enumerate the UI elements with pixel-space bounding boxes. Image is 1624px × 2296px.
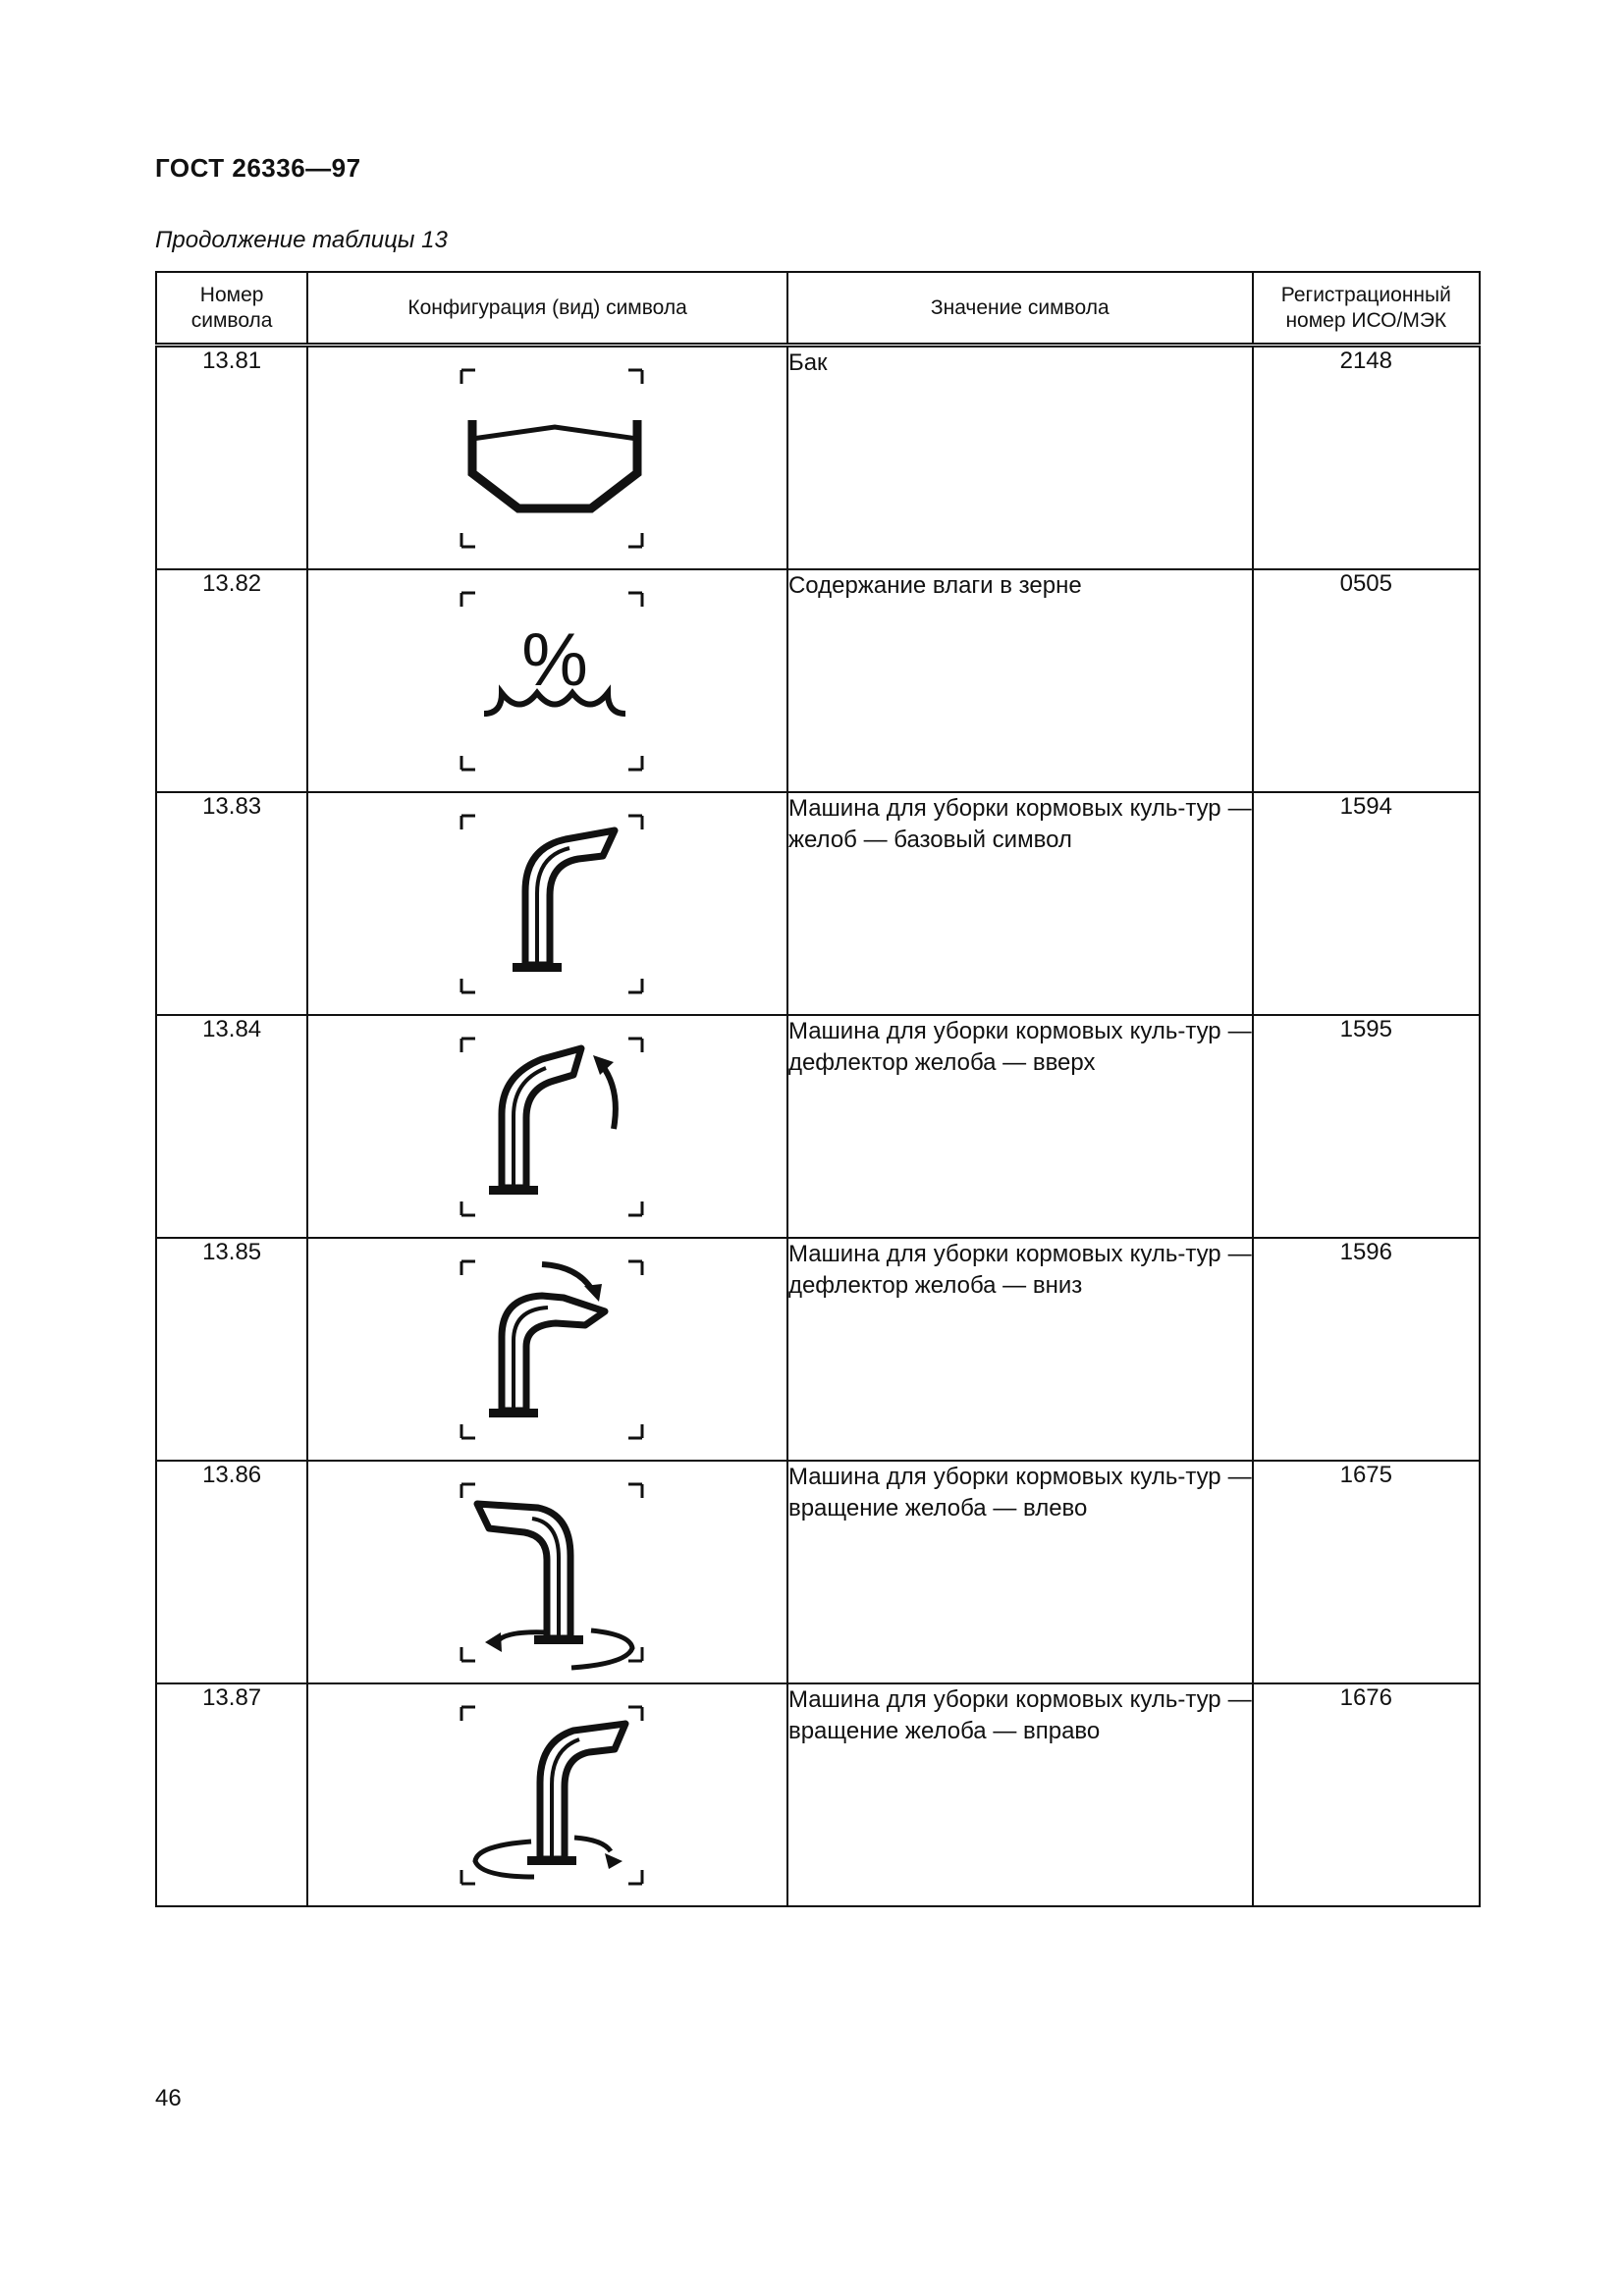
symbol-number: 13.86 xyxy=(156,1461,307,1683)
symbol-meaning: Содержание влаги в зерне xyxy=(787,569,1253,792)
registration-number: 0505 xyxy=(1253,569,1480,792)
registration-number: 1675 xyxy=(1253,1461,1480,1683)
symbol-number: 13.82 xyxy=(156,569,307,792)
symbol-number: 13.84 xyxy=(156,1015,307,1238)
forage-harvester-spout-icon xyxy=(308,793,785,1014)
spout-rotate-right-icon xyxy=(308,1684,785,1905)
column-header-meaning: Значение символа xyxy=(787,272,1253,346)
column-header-number: Номер символа xyxy=(156,272,307,346)
column-header-symbol: Конфигурация (вид) символа xyxy=(307,272,787,346)
table-row xyxy=(156,1461,1480,1683)
symbol-number: 13.81 xyxy=(156,346,307,570)
registration-number: 1595 xyxy=(1253,1015,1480,1238)
registration-number: 1594 xyxy=(1253,792,1480,1015)
spout-deflector-up-icon xyxy=(308,1016,785,1237)
symbol-number: 13.85 xyxy=(156,1238,307,1461)
symbol-number: 13.87 xyxy=(156,1683,307,1906)
page-number: 46 xyxy=(155,2085,182,2111)
table-row xyxy=(156,346,1480,570)
symbol-number: 13.83 xyxy=(156,792,307,1015)
table-row xyxy=(156,1683,1480,1906)
symbol-meaning: Бак xyxy=(787,346,1253,570)
symbol-meaning: Машина для уборки кормовых куль-тур — вращение желоба — влево xyxy=(787,1461,1253,1683)
svg-text:%: % xyxy=(521,618,589,702)
registration-number: 1676 xyxy=(1253,1683,1480,1906)
symbol-meaning: Машина для уборки кормовых куль-тур — желоб — базовый символ xyxy=(787,792,1253,1015)
registration-number: 1596 xyxy=(1253,1238,1480,1461)
symbol-meaning: Машина для уборки кормовых куль-тур — вращение желоба — вправо xyxy=(787,1683,1253,1906)
table-row xyxy=(156,1015,1480,1238)
symbol-meaning: Машина для уборки кормовых куль-тур — дефлектор желоба — вверх xyxy=(787,1015,1253,1238)
tank-icon xyxy=(308,347,785,568)
symbols-table xyxy=(155,271,1481,1907)
grain-moisture-icon xyxy=(308,570,785,791)
registration-number: 2148 xyxy=(1253,346,1480,570)
table-header-row xyxy=(156,272,1480,346)
spout-rotate-left-icon xyxy=(308,1462,785,1682)
table-continuation-caption: Продолжение таблицы 13 xyxy=(155,227,448,253)
document-title: ГОСТ 26336—97 xyxy=(155,153,361,183)
column-header-registration: Регистрационный номер ИСО/МЭК xyxy=(1253,272,1480,346)
table-row xyxy=(156,569,1480,792)
table-row xyxy=(156,1238,1480,1461)
table-row xyxy=(156,792,1480,1015)
symbol-meaning: Машина для уборки кормовых куль-тур — дефлектор желоба — вниз xyxy=(787,1238,1253,1461)
spout-deflector-down-icon xyxy=(308,1239,785,1460)
